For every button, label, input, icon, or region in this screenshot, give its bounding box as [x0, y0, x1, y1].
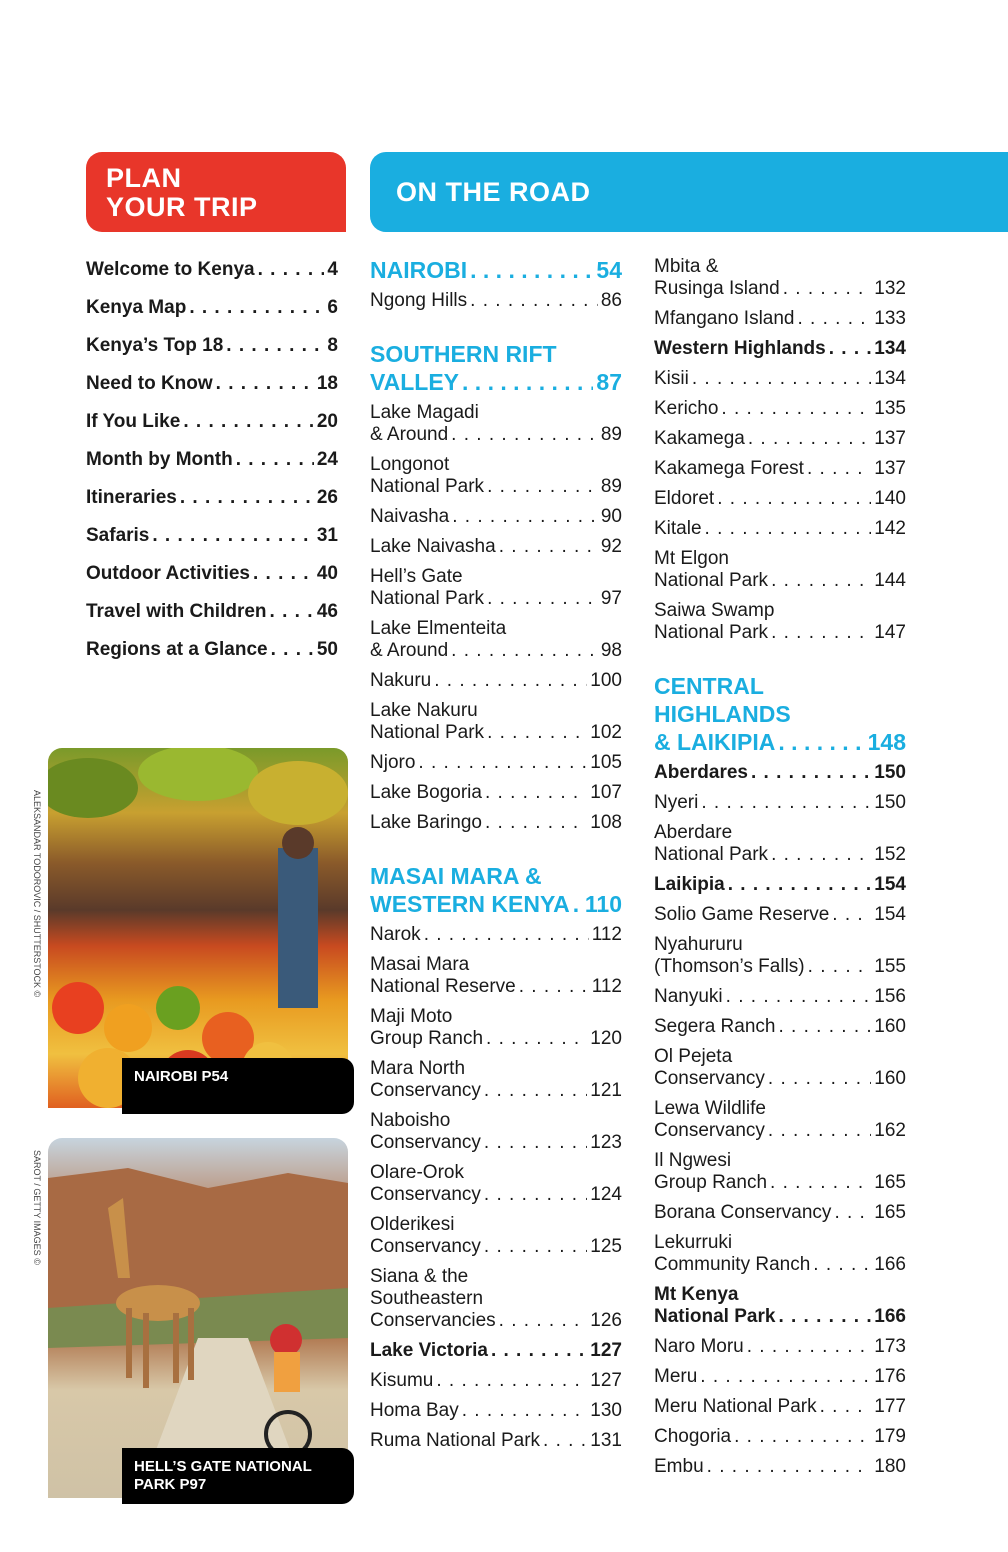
- plan-header-line1: PLAN: [106, 163, 182, 193]
- toc-entry[interactable]: Lake Elmenteita & Around . . . 98: [370, 618, 622, 662]
- section-heading-central-highlands[interactable]: CENTRAL HIGHLANDS & LAIKIPIA . . . 148: [654, 672, 906, 756]
- toc-entry[interactable]: Mt Kenya National Park . . . 166: [654, 1284, 906, 1328]
- toc-entry[interactable]: Solio Game Reserve . . . 154: [654, 904, 906, 926]
- toc-entry[interactable]: Siana & the Southeastern Conservancies . . . 126: [370, 1266, 622, 1332]
- toc-entry[interactable]: Olderikesi Conservancy . . . 125: [370, 1214, 622, 1258]
- toc-entry[interactable]: Outdoor Activities . . . 40: [86, 560, 338, 598]
- road-header-title: ON THE ROAD: [396, 176, 591, 207]
- toc-column-1: [370, 256, 622, 1460]
- toc-entry[interactable]: Homa Bay . . . 130: [370, 1400, 622, 1422]
- toc-entry[interactable]: Kenya Map . . . 6: [86, 294, 338, 332]
- toc-entry[interactable]: If You Like . . . 20: [86, 408, 338, 446]
- toc-entry[interactable]: Lake Magadi & Around . . . 89: [370, 402, 622, 446]
- toc-entry[interactable]: Longonot National Park . . . 89: [370, 454, 622, 498]
- toc-entry[interactable]: Kisii . . . 134: [654, 368, 906, 390]
- toc-entry[interactable]: Lake Victoria . . . 127: [370, 1340, 622, 1362]
- hells-gate-photo: [48, 1138, 348, 1498]
- toc-entry[interactable]: Welcome to Kenya . . . 4: [86, 256, 338, 294]
- toc-entry[interactable]: Nakuru . . . 100: [370, 670, 622, 692]
- toc-entry[interactable]: Maji Moto Group Ranch . . . 120: [370, 1006, 622, 1050]
- toc-entry[interactable]: Chogoria . . . 179: [654, 1426, 906, 1448]
- toc-entry[interactable]: Month by Month . . . 24: [86, 446, 338, 484]
- plan-trip-list: [86, 256, 338, 674]
- toc-entry[interactable]: Lake Baringo . . . 108: [370, 812, 622, 834]
- toc-entry[interactable]: Meru . . . 176: [654, 1366, 906, 1388]
- toc-entry[interactable]: Kakamega . . . 137: [654, 428, 906, 450]
- toc-entry[interactable]: Mt Elgon National Park . . . 144: [654, 548, 906, 592]
- toc-entry[interactable]: Need to Know . . . 18: [86, 370, 338, 408]
- toc-column-2: [654, 256, 906, 1486]
- toc-entry[interactable]: Nanyuki . . . 156: [654, 986, 906, 1008]
- toc-entry[interactable]: Masai Mara National Reserve . . . 112: [370, 954, 622, 998]
- toc-entry[interactable]: Ruma National Park . . . 131: [370, 1430, 622, 1452]
- toc-entry[interactable]: Lekurruki Community Ranch . . . 166: [654, 1232, 906, 1276]
- toc-entry[interactable]: Naboisho Conservancy . . . 123: [370, 1110, 622, 1154]
- toc-entry[interactable]: Borana Conservancy . . . 165: [654, 1202, 906, 1224]
- toc-entry[interactable]: Safaris . . . 31: [86, 522, 338, 560]
- toc-entry[interactable]: Kakamega Forest . . . 137: [654, 458, 906, 480]
- toc-entry[interactable]: Ol Pejeta Conservancy . . . 160: [654, 1046, 906, 1090]
- toc-entry[interactable]: Lake Naivasha . . . 92: [370, 536, 622, 558]
- toc-entry[interactable]: Olare-Orok Conservancy . . . 124: [370, 1162, 622, 1206]
- toc-entry[interactable]: Kisumu . . . 127: [370, 1370, 622, 1392]
- toc-entry[interactable]: Laikipia . . . 154: [654, 874, 906, 896]
- toc-entry[interactable]: Njoro . . . 105: [370, 752, 622, 774]
- toc-entry[interactable]: Mbita & Rusinga Island . . . 132: [654, 256, 906, 300]
- toc-entry[interactable]: Nyahururu (Thomson’s Falls) . . . 155: [654, 934, 906, 978]
- toc-entry[interactable]: Hell’s Gate National Park . . . 97: [370, 566, 622, 610]
- toc-entry[interactable]: Aberdare National Park . . . 152: [654, 822, 906, 866]
- toc-entry[interactable]: Nyeri . . . 150: [654, 792, 906, 814]
- toc-entry[interactable]: Embu . . . 180: [654, 1456, 906, 1478]
- on-the-road-header: [370, 152, 1008, 232]
- toc-entry[interactable]: Kericho . . . 135: [654, 398, 906, 420]
- hells-gate-photo-caption[interactable]: HELL’S GATE NATIONAL PARK P97: [122, 1448, 354, 1504]
- toc-entry[interactable]: Mfangano Island . . . 133: [654, 308, 906, 330]
- toc-entry[interactable]: Kitale . . . 142: [654, 518, 906, 540]
- hells-gate-photo-credit: SAROT / GETTY IMAGES ©: [32, 1150, 42, 1265]
- toc-entry[interactable]: Travel with Children . . . 46: [86, 598, 338, 636]
- section-heading-nairobi[interactable]: NAIROBI . . . 54: [370, 256, 622, 284]
- toc-entry[interactable]: Mara North Conservancy . . . 121: [370, 1058, 622, 1102]
- section-heading-masai-mara[interactable]: MASAI MARA & WESTERN KENYA . . . 110: [370, 862, 622, 918]
- toc-entry[interactable]: Lewa Wildlife Conservancy . . . 162: [654, 1098, 906, 1142]
- toc-entry[interactable]: Western Highlands . . . 134: [654, 338, 906, 360]
- toc-entry[interactable]: Aberdares . . . 150: [654, 762, 906, 784]
- section-heading-southern-rift-valley[interactable]: SOUTHERN RIFT VALLEY . . . 87: [370, 340, 622, 396]
- toc-entry[interactable]: Naivasha . . . 90: [370, 506, 622, 528]
- toc-entry[interactable]: Meru National Park . . . 177: [654, 1396, 906, 1418]
- toc-entry[interactable]: Ngong Hills . . . 86: [370, 290, 622, 312]
- nairobi-photo-caption[interactable]: NAIROBI P54: [122, 1058, 354, 1114]
- toc-entry[interactable]: Lake Bogoria . . . 107: [370, 782, 622, 804]
- plan-your-trip-header: [86, 152, 346, 232]
- plan-header-line2: YOUR TRIP: [106, 192, 258, 222]
- nairobi-market-photo: [48, 748, 348, 1108]
- toc-entry[interactable]: Saiwa Swamp National Park . . . 147: [654, 600, 906, 644]
- toc-entry[interactable]: Kenya’s Top 18 . . . 8: [86, 332, 338, 370]
- toc-entry[interactable]: Il Ngwesi Group Ranch . . . 165: [654, 1150, 906, 1194]
- toc-entry[interactable]: Naro Moru . . . 173: [654, 1336, 906, 1358]
- toc-entry[interactable]: Segera Ranch . . . 160: [654, 1016, 906, 1038]
- nairobi-photo-credit: ALEKSANDAR TODOROVIC / SHUTTERSTOCK ©: [32, 790, 42, 998]
- toc-entry[interactable]: Lake Nakuru National Park . . . 102: [370, 700, 622, 744]
- toc-entry[interactable]: Regions at a Glance . . . 50: [86, 636, 338, 674]
- toc-entry[interactable]: Narok . . . 112: [370, 924, 622, 946]
- toc-entry[interactable]: Eldoret . . . 140: [654, 488, 906, 510]
- toc-entry[interactable]: Itineraries . . . 26: [86, 484, 338, 522]
